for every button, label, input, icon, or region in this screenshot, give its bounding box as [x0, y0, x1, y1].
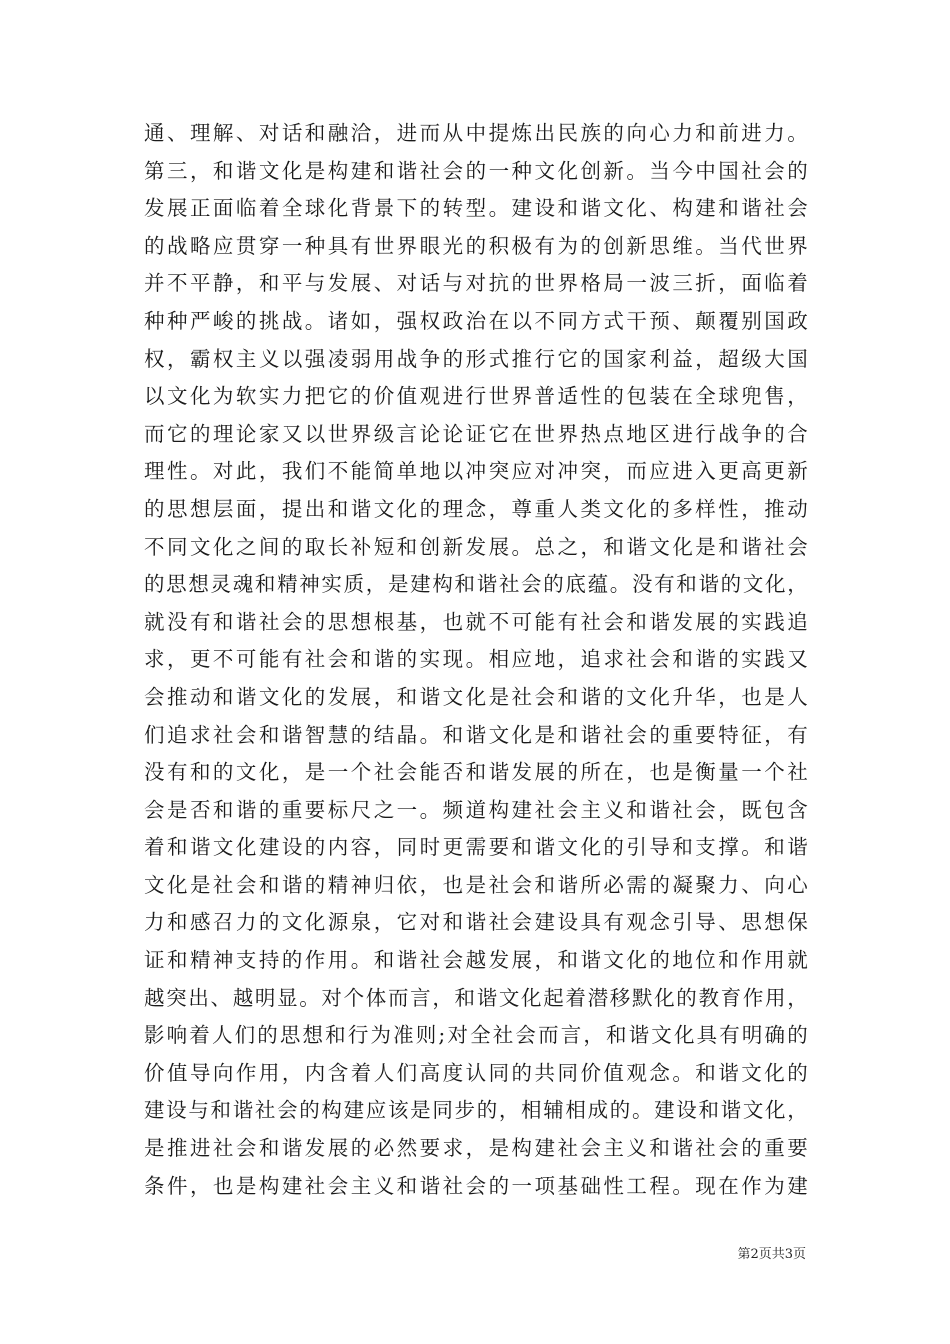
body-paragraph [144, 115, 808, 1205]
text-line: 会推动和谐文化的发展，和谐文化是社会和谐的文化升华，也是人 [144, 684, 808, 709]
text-line: 影响着人们的思想和行为准则;对全社会而言，和谐文化具有明确的 [144, 1023, 808, 1048]
text-line: 发展正面临着全球化背景下的转型。建设和谐文化、构建和谐社会 [144, 196, 808, 221]
page-number-footer: 第2页共3页 [737, 1247, 806, 1262]
text-line: 文化是社会和谐的精神归依，也是社会和谐所必需的凝聚力、向心 [144, 872, 808, 897]
text-line: 是推进社会和谐发展的必然要求，是构建社会主义和谐社会的重要 [144, 1136, 808, 1161]
text-line: 们追求社会和谐智慧的结晶。和谐文化是和谐社会的重要特征，有 [144, 722, 808, 747]
text-line: 力和感召力的文化源泉，它对和谐社会建设具有观念引导、思想保 [144, 910, 808, 935]
text-line: 权，霸权主义以强凌弱用战争的形式推行它的国家利益，超级大国 [144, 346, 808, 371]
text-line: 求，更不可能有社会和谐的实现。相应地，追求社会和谐的实践又 [144, 647, 808, 672]
text-line: 第三，和谐文化是构建和谐社会的一种文化创新。当今中国社会的 [144, 158, 808, 183]
text-line: 着和谐文化建设的内容，同时更需要和谐文化的引导和支撑。和谐 [144, 835, 808, 860]
text-line: 越突出、越明显。对个体而言，和谐文化起着潜移默化的教育作用， [144, 985, 808, 1010]
text-line: 证和精神支持的作用。和谐社会越发展，和谐文化的地位和作用就 [144, 948, 808, 973]
text-line: 没有和的文化，是一个社会能否和谐发展的所在，也是衡量一个社 [144, 760, 808, 785]
text-line: 的思想层面，提出和谐文化的理念，尊重人类文化的多样性，推动 [144, 496, 808, 521]
text-line: 建设与和谐社会的构建应该是同步的，相辅相成的。建设和谐文化， [144, 1098, 808, 1123]
text-line: 并不平静，和平与发展、对话与对抗的世界格局一波三折，面临着 [144, 271, 808, 296]
text-line: 理性。对此，我们不能简单地以冲突应对冲突，而应进入更高更新 [144, 459, 808, 484]
text-line: 通、理解、对话和融洽，进而从中提炼出民族的向心力和前进力。 [144, 121, 808, 145]
text-line: 就没有和谐社会的思想根基，也就不可能有社会和谐发展的实践追 [144, 609, 808, 634]
text-line: 种种严峻的挑战。诸如，强权政治在以不同方式干预、颠覆别国政 [144, 308, 808, 333]
text-line: 而它的理论家又以世界级言论论证它在世界热点地区进行战争的合 [144, 421, 808, 446]
text-line: 的思想灵魂和精神实质，是建构和谐社会的底蕴。没有和谐的文化， [144, 572, 808, 597]
text-line: 以文化为软实力把它的价值观进行世界普适性的包装在全球兜售， [144, 384, 808, 409]
text-line: 价值导向作用，内含着人们高度认同的共同价值观念。和谐文化的 [144, 1060, 808, 1085]
text-line: 会是否和谐的重要标尺之一。频道构建社会主义和谐社会，既包含 [144, 797, 808, 822]
text-line: 不同文化之间的取长补短和创新发展。总之，和谐文化是和谐社会 [144, 534, 808, 559]
text-line: 条件，也是构建社会主义和谐社会的一项基础性工程。现在作为建 [144, 1173, 808, 1198]
text-line: 的战略应贯穿一种具有世界眼光的积极有为的创新思维。当代世界 [144, 233, 808, 258]
